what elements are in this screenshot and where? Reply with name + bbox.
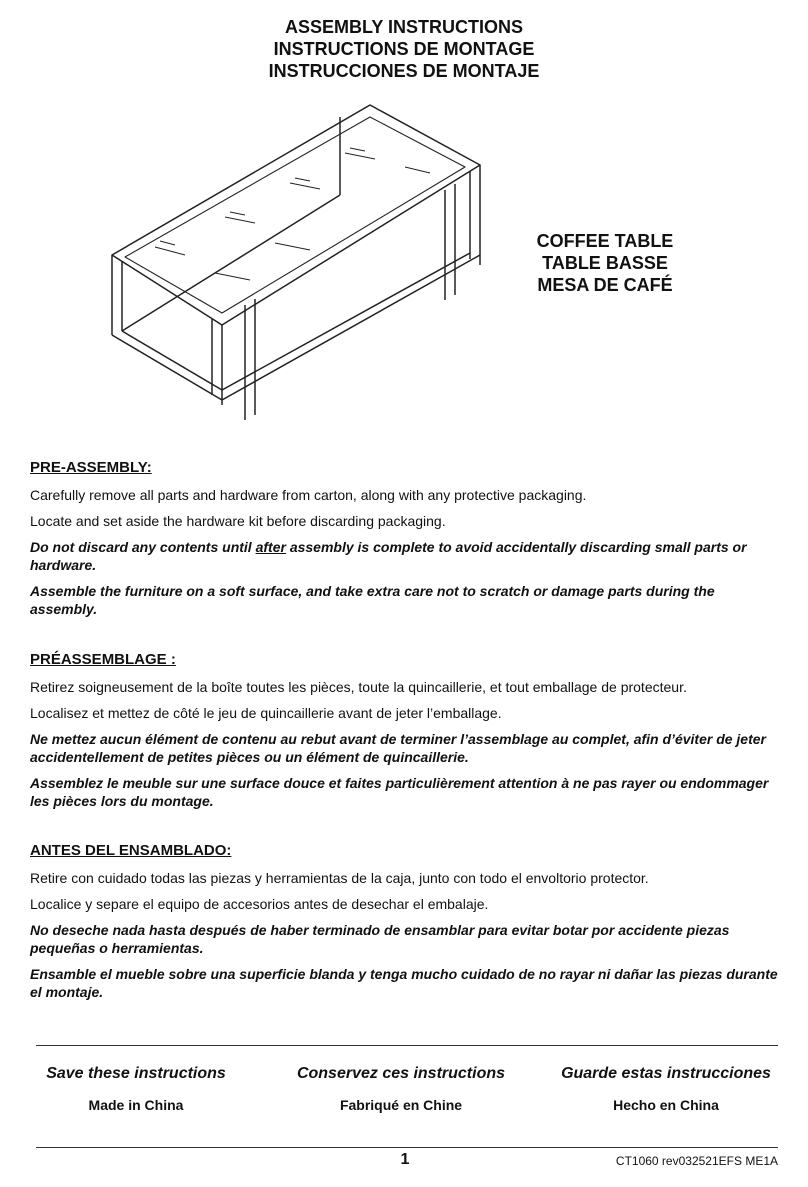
paragraph: Retirez soigneusement de la boîte toutes les pièces, toute la quincaillerie, et tout emballage de protecteur. — [30, 679, 687, 695]
footer-divider-bottom — [36, 1147, 778, 1148]
footer-spanish — [548, 1065, 784, 1113]
document-title — [0, 16, 808, 82]
footer-french — [280, 1065, 522, 1113]
paragraph: Retire con cuidado todas las piezas y herramientas de la caja, junto con todo el envoltorio protector. — [30, 870, 649, 886]
title-french: INSTRUCTIONS DE MONTAGE — [273, 39, 535, 59]
warning-paragraph: Ensamble el mueble sobre una superficie blanda y tenga mucho cuidado de no rayar ni dañar las piezas durante el montaje. — [30, 966, 778, 1000]
pre-assembly-spanish — [30, 842, 780, 1009]
footer-divider-top — [36, 1045, 778, 1046]
product-name-spanish: MESA DE CAFÉ — [537, 275, 673, 295]
title-spanish: INSTRUCCIONES DE MONTAJE — [268, 61, 540, 81]
title-english: ASSEMBLY INSTRUCTIONS — [284, 17, 524, 37]
made-in-french: Fabriqué en Chine — [339, 1097, 463, 1113]
pre-assembly-english — [30, 459, 780, 626]
pre-assembly-french — [30, 651, 780, 818]
section-heading: PRE-ASSEMBLY: — [30, 459, 152, 476]
warning-paragraph: Assemble the furniture on a soft surface, and take extra care not to scratch or damage parts during the assembly. — [30, 583, 715, 617]
warning-paragraph: Assemblez le meuble sur une surface douce et faites particulièrement attention à ne pas rayer ou endommager les pièces lors du montage. — [30, 775, 769, 809]
warning-paragraph: Ne mettez aucun élément de contenu au rebut avant de terminer l’assemblage au complet, afin d’éviter de jeter accidentellement de petites pièces ou un élément de quincaillerie. — [30, 731, 766, 765]
footer-english — [30, 1065, 242, 1113]
document-code: CT1060 rev032521EFS ME1A — [615, 1154, 778, 1168]
warning-paragraph: No deseche nada hasta después de haber terminado de ensamblar para evitar botar por accidente piezas pequeñas o herramientas. — [30, 922, 730, 956]
product-name-english: COFFEE TABLE — [536, 231, 674, 251]
paragraph: Localisez et mettez de côté le jeu de quincaillerie avant de jeter l’emballage. — [30, 705, 502, 721]
save-instructions-french: Conservez ces instructions — [296, 1065, 506, 1082]
paragraph: Locate and set aside the hardware kit before discarding packaging. — [30, 513, 446, 529]
made-in-english: Made in China — [88, 1097, 184, 1113]
coffee-table-illustration — [95, 95, 495, 425]
made-in-spanish: Hecho en China — [613, 1097, 719, 1113]
paragraph: Carefully remove all parts and hardware from carton, along with any protective packaging. — [30, 487, 587, 503]
product-name — [500, 230, 710, 296]
product-name-french: TABLE BASSE — [542, 253, 668, 273]
warning-paragraph: Do not discard any contents until after assembly is complete to avoid accidentally discarding small parts or hardware. — [30, 539, 747, 573]
save-instructions-english: Save these instructions — [46, 1065, 226, 1082]
section-heading: ANTES DEL ENSAMBLADO: — [30, 842, 232, 859]
section-heading: PRÉASSEMBLAGE : — [30, 651, 176, 668]
save-instructions-spanish: Guarde estas instrucciones — [561, 1065, 771, 1082]
paragraph: Localice y separe el equipo de accesorios antes de desechar el embalaje. — [30, 896, 489, 912]
page-number: 1 — [400, 1151, 410, 1168]
